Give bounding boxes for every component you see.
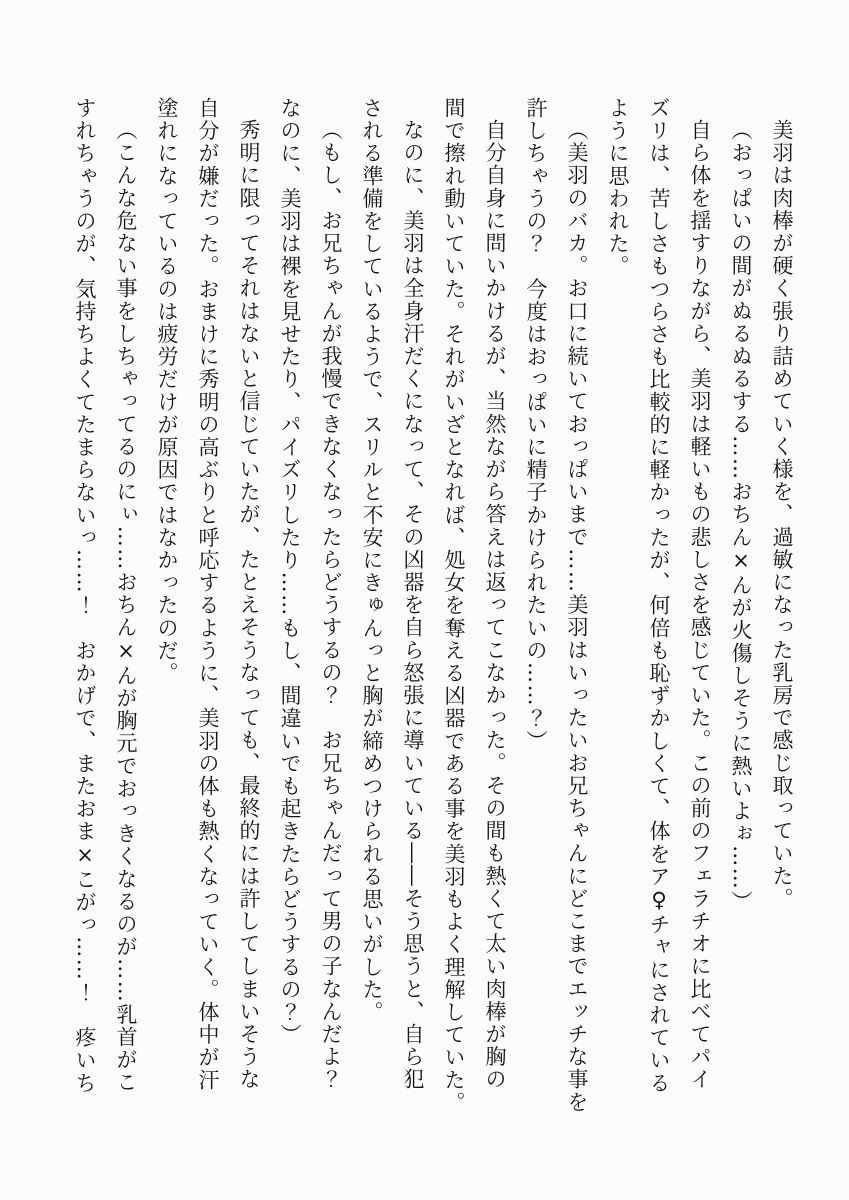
text-column: 美羽は肉棒が硬く張り詰めていく様を、過敏になった乳房で感じ取っていた。 — [770, 119, 794, 910]
text-column: 間で擦れ動いていた。それがいざとなれば、処女を奪える凶器である事を美羽もよく理解していた。 — [442, 97, 466, 1114]
text-column: （美羽のバカ。お口に続いておっぱいまで……美羽はいったいお兄ちゃんにどこまでエッチな事を — [565, 119, 589, 1114]
text-column: （もし、お兄ちゃんが我慢できなくなったらどうするの？ お兄ちゃんだって男の子なんだよ？ — [319, 119, 343, 1091]
text-column: （こんな危ない事をしちゃってるのにぃ……おちん×んが胸元でおっきくなるのが……乳首がこ — [114, 119, 138, 1094]
text-column: 許しちゃうの？ 今度はおっぱいに精子かけられたいの……？） — [524, 97, 548, 753]
text-column: される準備をしているようで、スリルと不安にきゅんっと胸が締めつけられる思いがした。 — [360, 97, 384, 1024]
text-column: 自分が嫌だった。おまけに秀明の高ぶりと呼応するように、美羽の体も熱くなっていく。体中が汗 — [196, 97, 220, 1092]
text-column: すれちゃうのが、気持ちよくてたまらないっ……！ おかげで、またおま×こがっ……！ 疼いち — [73, 97, 97, 1095]
text-columns — [64, 97, 802, 1112]
text-column: ズリは、苦しさもつらさも比較的に軽かったが、何倍も恥ずかしくて、体をア♀チャにされている — [647, 97, 671, 1095]
text-column: 塗れになっているのは疲労だけが原因ではなかったのだ。 — [155, 97, 179, 685]
text-column: 自分自身に問いかけるが、当然ながら答えは返ってこなかった。その間も熱くて太い肉棒が胸の — [483, 119, 507, 1091]
text-column: なのに、美羽は全身汗だくになって、その凶器を自ら怒張に導いている――そう思うと、自ら犯 — [401, 119, 425, 1091]
text-column: 自ら体を揺すりながら、美羽は軽いもの悲しさを感じていた。この前のフェラチオに比べてパイ — [688, 119, 712, 1091]
text-column: 秀明に限ってそれはないと信じていたが、たとえそうなっても、最終的には許してしまいそうな — [237, 119, 261, 1091]
text-column: ように思われた。 — [606, 97, 630, 278]
text-column: なのに、美羽は裸を見せたり、パイズリしたり……もし、間違いでも起きたらどうするの？） — [278, 97, 302, 1047]
text-column: （おっぱいの間がぬるぬるする……おちん×んが火傷しそうに熱いよぉ……） — [729, 119, 753, 913]
